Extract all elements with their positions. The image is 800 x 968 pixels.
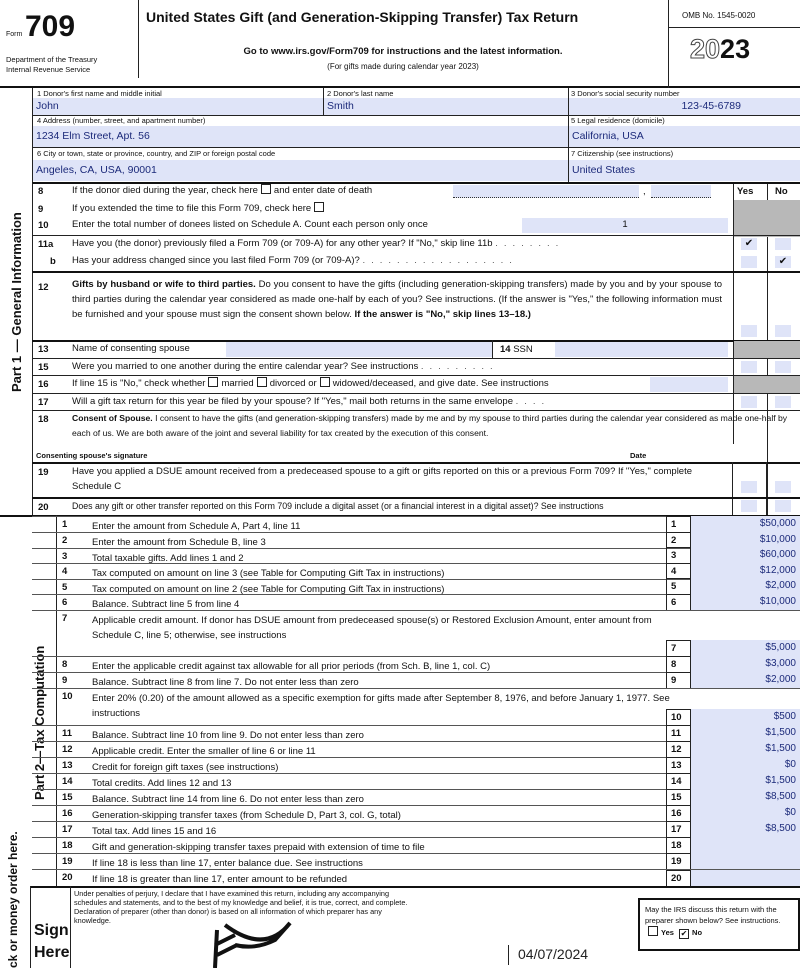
tax-line-amount-field[interactable]: $12,000 <box>690 563 800 579</box>
tax-line-text: Credit for foreign gift taxes (see instructions) <box>92 762 279 773</box>
tax-line-12 <box>32 741 800 757</box>
year-bold: 23 <box>720 34 751 64</box>
tax-line-13 <box>32 757 800 773</box>
tax-line-number: 18 <box>62 840 73 851</box>
tax-line-amount-field[interactable] <box>690 837 800 853</box>
tax-line-9 <box>32 672 800 688</box>
tax-line-amount-field[interactable]: $5,000 <box>690 640 800 656</box>
tax-line-amount-field[interactable]: $1,500 <box>690 773 800 789</box>
line-12-skip-note: If the answer is "No," skip lines 13–18.) <box>354 309 531 320</box>
line-16-number: 16 <box>38 379 49 390</box>
margin-instruction: ck or money order here. <box>6 831 20 968</box>
line-20-number: 20 <box>38 502 49 513</box>
tax-line-number: 5 <box>62 582 68 593</box>
line-17-text: Will a gift tax return for this year be filed by your spouse? If "Yes," mail both returns in the same envelope <box>72 396 513 407</box>
goto-instructions: Go to www.irs.gov/Form709 for instructions and the latest information. <box>243 46 563 57</box>
line-11b-yes-check[interactable] <box>741 256 757 268</box>
city-field[interactable]: Angeles, CA, USA, 90001 <box>33 160 568 181</box>
line-11a-text: Have you (the donor) previously filed a Form 709 (or 709-A) for any other year? If "No," skip line 11b <box>72 238 493 249</box>
irs-discuss-box <box>638 898 800 951</box>
line-15-no-check[interactable] <box>775 361 791 373</box>
city-label: 6 City or town, state or province, country, and ZIP or foreign postal code <box>37 149 276 158</box>
line-14-number: 14 <box>500 344 511 355</box>
line-9 <box>72 201 327 216</box>
omb-number: OMB No. 1545-0020 <box>682 11 756 20</box>
tax-line-number: 1 <box>62 519 68 530</box>
line-11b-text: Has your address changed since you last filed Form 709 (or 709-A)? <box>72 255 360 266</box>
tax-line-text: Applicable credit amount. If donor has DSUE amount from predeceased spouse(s) or Restored Exclusion Amount, enter amount from Schedule C, line 5; otherwise, see instructions <box>92 615 652 641</box>
tax-line-amount-field[interactable]: $10,000 <box>690 594 800 610</box>
part1-side-label: Part 1 — General Information <box>9 212 24 392</box>
line-18-text: I consent to have the gifts (and generation-skipping transfers) made by me and by my spouse to third parties during the calendar year considered as made one-half by each of us. We are both aware of the joint and several liability for tax created by the execution of this consent. <box>72 413 788 438</box>
form-number-text: 709 <box>24 10 76 43</box>
residence-label: 5 Legal residence (domicile) <box>571 116 665 125</box>
spouse-date-label: Date <box>630 451 647 460</box>
line-11b: Has your address changed since you last filed Form 709 (or 709-A)? .................. <box>72 255 518 266</box>
tax-line-amount-field[interactable]: $60,000 <box>690 547 800 563</box>
tax-line-number: 17 <box>62 824 73 835</box>
tax-line-4 <box>32 563 800 579</box>
tax-line-11 <box>32 725 800 741</box>
residence-field[interactable]: California, USA <box>569 126 800 147</box>
tax-line-3 <box>32 548 800 563</box>
tax-line-5 <box>32 579 800 594</box>
line-14-text: SSN <box>513 344 533 355</box>
died-checkbox[interactable] <box>261 184 271 194</box>
tax-line-number: 9 <box>62 675 68 686</box>
tax-line-amount-field[interactable]: $8,500 <box>690 821 800 837</box>
tax-line-19 <box>32 853 800 869</box>
tax-line-amount-field[interactable]: $1,500 <box>690 741 800 757</box>
dept-line2: Internal Revenue Service <box>6 65 91 74</box>
tax-line-text: Total tax. Add lines 15 and 16 <box>92 826 217 837</box>
line-9-text: If you extended the time to file this Form 709, check here <box>72 203 312 214</box>
tax-line-2 <box>32 532 800 548</box>
death-date-month-field[interactable] <box>453 185 639 198</box>
tax-line-text: Total taxable gifts. Add lines 1 and 2 <box>92 553 244 564</box>
tax-line-box-number: 9 <box>666 672 690 688</box>
tax-line-text: If line 18 is greater than line 17, enter amount to be refunded <box>92 874 348 885</box>
citizenship-field[interactable]: United States <box>569 160 800 181</box>
tax-line-15 <box>32 789 800 805</box>
line-8-number: 8 <box>38 186 44 197</box>
tax-line-box-number: 11 <box>666 725 690 741</box>
line-19-yes-check[interactable] <box>741 481 757 493</box>
tax-line-number: 7 <box>62 613 68 624</box>
discuss-no-label: No <box>692 928 703 937</box>
line-20-yes-check[interactable] <box>741 500 757 512</box>
sign-label: Sign <box>34 922 69 939</box>
line-8 <box>72 183 372 198</box>
form-prefix: Form <box>6 31 23 38</box>
tax-line-number: 13 <box>62 760 73 771</box>
extension-checkbox[interactable] <box>314 202 324 212</box>
tax-line-text: Gift and generation-skipping transfer taxes prepaid with extension of time to file <box>92 842 425 853</box>
tax-line-box-number: 3 <box>666 547 690 563</box>
spouse-name-field[interactable] <box>226 342 492 357</box>
tax-line-box-number: 7 <box>666 640 690 656</box>
year-light: 20 <box>690 34 721 64</box>
line-13-number: 13 <box>38 344 49 355</box>
first-name-label: 1 Donor's first name and middle initial <box>37 89 162 98</box>
spouse-signature-label: Consenting spouse's signature <box>36 451 148 460</box>
line-20-no-check[interactable] <box>775 500 791 512</box>
line-18-number: 18 <box>38 414 49 425</box>
married-checkbox[interactable] <box>208 377 218 387</box>
tax-line-text: Enter 20% (0.20) of the amount allowed as a specific exemption for gifts made after September 8, 1976, and before January 1, 1977. See instructions <box>92 693 670 719</box>
tax-line-text: Balance. Subtract line 8 from line 7. Do not enter less than zero <box>92 677 359 688</box>
line-11a: Have you (the donor) previously filed a Form 709 (or 709-A) for any other year? If "No," skip line 11b ........ <box>72 238 565 249</box>
department <box>6 55 97 75</box>
tax-line-number: 2 <box>62 535 68 546</box>
line-17: Will a gift tax return for this year be filed by your spouse? If "Yes," mail both returns in the same envelope .... <box>72 396 551 407</box>
line-13-text: Name of consenting spouse <box>72 343 190 354</box>
line-12-no-check[interactable] <box>775 325 791 337</box>
discuss-yes-label: Yes <box>661 928 674 937</box>
tax-line-box-number: 16 <box>666 805 690 821</box>
tax-line-text: If line 18 is less than line 17, enter balance due. See instructions <box>92 858 363 869</box>
tax-line-16 <box>32 805 800 821</box>
tax-line-number: 19 <box>62 856 73 867</box>
citizenship-label: 7 Citizenship (see instructions) <box>571 149 674 158</box>
tax-line-box-number: 17 <box>666 821 690 837</box>
tax-line-18 <box>32 837 800 853</box>
tax-line-amount-field[interactable]: $10,000 <box>690 532 800 548</box>
tax-line-amount-field[interactable]: $50,000 <box>690 516 800 532</box>
line-15-yes-check[interactable] <box>741 361 757 373</box>
tax-line-number: 10 <box>62 691 73 702</box>
tax-line-box-number: 12 <box>666 741 690 757</box>
line-11a-yes-check[interactable]: ✔ <box>741 238 757 250</box>
tax-line-box-number: 15 <box>666 789 690 805</box>
line-19-number: 19 <box>38 467 49 478</box>
tax-line-amount-field[interactable] <box>690 870 800 886</box>
tax-line-box-number: 5 <box>666 578 690 594</box>
tax-line-text: Applicable credit. Enter the smaller of line 6 or line 11 <box>92 746 316 757</box>
spouse-ssn-field[interactable] <box>555 342 728 357</box>
tax-line-amount-field[interactable]: $1,500 <box>690 725 800 741</box>
tax-line-box-number: 19 <box>666 853 690 869</box>
line-14 <box>500 344 533 355</box>
line-20-text: Does any gift or other transfer reported on this Form 709 include a digital asset (or a financial interest in a digital asset)? See instructions <box>72 501 604 511</box>
line-11b-number: b <box>50 256 56 267</box>
form-number <box>6 10 75 44</box>
tax-line-number: 14 <box>62 776 73 787</box>
widowed-checkbox[interactable] <box>320 377 330 387</box>
tax-line-box-number: 13 <box>666 757 690 773</box>
tax-line-number: 16 <box>62 808 73 819</box>
donor-info <box>32 88 800 184</box>
line-15: Were you married to one another during the entire calendar year? See instructions ......... <box>72 361 499 372</box>
part2-side-label: Part 2—Tax Computation <box>32 645 47 800</box>
tax-line-amount-field[interactable]: $8,500 <box>690 789 800 805</box>
tax-line-number: 6 <box>62 597 68 608</box>
first-name-field[interactable]: John <box>33 98 323 115</box>
divorced-label: divorced or <box>269 378 317 389</box>
tax-line-amount-field[interactable]: $2,000 <box>690 672 800 688</box>
line-18 <box>72 411 800 441</box>
tax-line-20 <box>32 869 800 886</box>
tax-line-14 <box>32 773 800 789</box>
tax-line-number: 11 <box>62 728 73 739</box>
address-label: 4 Address (number, street, and apartment number) <box>37 116 206 125</box>
tax-line-box-number: 1 <box>666 516 690 532</box>
tax-line-box-number: 14 <box>666 773 690 789</box>
tax-line-text: Balance. Subtract line 10 from line 9. Do not enter less than zero <box>92 730 364 741</box>
date-separator: , <box>643 186 646 197</box>
line-8-date-label: and enter date of death <box>273 185 373 196</box>
tax-line-text: Generation-skipping transfer taxes (from Schedule D, Part 3, col. G, total) <box>92 810 401 821</box>
line-11a-number: 11a <box>38 239 54 250</box>
signature-image <box>205 915 295 968</box>
form-subtitle: (For gifts made during calendar year 2023) <box>327 62 479 71</box>
ssn-field[interactable]: 123-45-6789 <box>569 98 800 115</box>
line-19-text: Have you applied a DSUE amount received from a predeceased spouse to a gift or gifts reported on this or a previous Form 709? If "Yes," complete Schedule C <box>72 466 693 492</box>
sign-here-label <box>34 920 70 964</box>
line-8-text: If the donor died during the year, check here <box>72 185 258 196</box>
line-11b-no-check[interactable]: ✔ <box>775 256 791 268</box>
line-16 <box>72 376 549 391</box>
death-date-year-field[interactable] <box>651 185 711 198</box>
tax-line-17 <box>32 821 800 837</box>
tax-line-text: Tax computed on amount on line 3 (see Table for Computing Gift Tax in instructions) <box>92 568 445 579</box>
tax-line-number: 3 <box>62 551 68 562</box>
married-label: married <box>221 378 254 389</box>
irs-discuss-text: May the IRS discuss this return with the preparer shown below? See instructions. <box>645 905 781 925</box>
tax-line-box-number: 8 <box>666 656 690 672</box>
tax-line-amount-field[interactable]: $0 <box>690 805 800 821</box>
line-15-text: Were you married to one another during the entire calendar year? See instructions <box>72 361 419 372</box>
line-18-heading: Consent of Spouse. <box>72 413 153 423</box>
form-header <box>0 0 800 88</box>
tax-line-box-number: 18 <box>666 837 690 853</box>
tax-line-amount-field[interactable]: $3,000 <box>690 656 800 672</box>
line-19-no-check[interactable] <box>775 481 791 493</box>
line-17-no-check[interactable] <box>775 396 791 408</box>
tax-line-number: 20 <box>62 872 73 883</box>
line-12 <box>72 277 722 322</box>
line-17-number: 17 <box>38 397 49 408</box>
tax-line-text: Balance. Subtract line 5 from line 4 <box>92 599 240 610</box>
perjury-declaration: Under penalties of perjury, I declare that I have examined this return, including any accompanying schedules and statements, and to the best of my knowledge and belief, it is true, correct, and complete. Declaration of preparer (other than donor) is based on all information of which preparer has any knowledge. <box>74 889 408 925</box>
no-header: No <box>775 186 788 197</box>
address-field[interactable]: 1234 Elm Street, Apt. 56 <box>33 126 568 147</box>
tax-line-text: Balance. Subtract line 14 from line 6. Do not enter less than zero <box>92 794 364 805</box>
tax-line-text: Enter the amount from Schedule A, Part 4, line 11 <box>92 521 301 532</box>
here-label: Here <box>34 944 70 961</box>
donee-count-field[interactable]: 1 <box>522 218 728 233</box>
sign-date[interactable]: 04/07/2024 <box>518 946 589 962</box>
tax-line-text: Total credits. Add lines 12 and 13 <box>92 778 232 789</box>
line-12-text: Do you consent to have the gifts (including generation-skipping transfers) made by you and by your spouse to third parties during the calendar year considered as made one-half by each of you? See instructions. (If the answer is "Yes," the following information must be furnished and your spouse must sign the consent shown below. <box>72 279 722 320</box>
tax-line-text: Enter the amount from Schedule B, line 3 <box>92 537 266 548</box>
tax-line-box-number: 6 <box>666 594 690 610</box>
line-17-yes-check[interactable] <box>741 396 757 408</box>
line-10-number: 10 <box>38 220 49 231</box>
line-15-number: 15 <box>38 362 49 373</box>
line-12-number: 12 <box>38 282 49 293</box>
tax-line-10 <box>32 688 800 725</box>
divorced-checkbox[interactable] <box>257 377 267 387</box>
line-16-date-field[interactable] <box>650 377 728 392</box>
tax-line-box-number: 2 <box>666 532 690 548</box>
form-title: United States Gift (and Generation-Skipping Transfer) Tax Return <box>146 9 579 25</box>
tax-line-amount-field[interactable]: $2,000 <box>690 578 800 594</box>
last-name-label: 2 Donor's last name <box>327 89 394 98</box>
tax-line-number: 15 <box>62 792 73 803</box>
line-11a-no-check[interactable] <box>775 238 791 250</box>
tax-line-1 <box>32 516 800 532</box>
tax-line-text: Enter the applicable credit against tax allowable for all prior periods (from Sch. B, line 1, col. C) <box>92 661 491 672</box>
tax-line-number: 4 <box>62 566 68 577</box>
widowed-label: widowed/deceased, and give date. See instructions <box>332 378 549 389</box>
tax-line-box-number: 20 <box>666 870 690 886</box>
line-10-text: Enter the total number of donees listed on Schedule A. Count each person only once <box>72 219 428 230</box>
discuss-yes-checkbox[interactable] <box>648 926 658 936</box>
tax-line-number: 12 <box>62 744 73 755</box>
line-9-number: 9 <box>38 204 44 215</box>
line-12-heading: Gifts by husband or wife to third parties. <box>72 279 256 290</box>
discuss-no-checkbox[interactable]: ✔ <box>680 929 688 938</box>
tax-line-text: Tax computed on amount on line 2 (see Table for Computing Gift Tax in instructions) <box>92 584 445 595</box>
tax-line-8 <box>32 656 800 672</box>
tax-line-number: 8 <box>62 659 68 670</box>
tax-year <box>690 34 750 65</box>
tax-line-amount-field[interactable]: $500 <box>690 709 800 725</box>
yes-header: Yes <box>737 186 754 197</box>
last-name-field[interactable]: Smith <box>324 98 568 115</box>
line-12-yes-check[interactable] <box>741 325 757 337</box>
line-16-text: If line 15 is "No," check whether <box>72 378 206 389</box>
tax-line-box-number: 4 <box>666 563 690 579</box>
dept-line1: Department of the Treasury <box>6 55 98 64</box>
tax-line-amount-field[interactable]: $0 <box>690 757 800 773</box>
tax-line-6 <box>32 594 800 610</box>
tax-line-7 <box>32 610 800 656</box>
ssn-label: 3 Donor's social security number <box>571 89 680 98</box>
tax-line-amount-field[interactable] <box>690 853 800 869</box>
tax-line-box-number: 10 <box>666 709 690 725</box>
